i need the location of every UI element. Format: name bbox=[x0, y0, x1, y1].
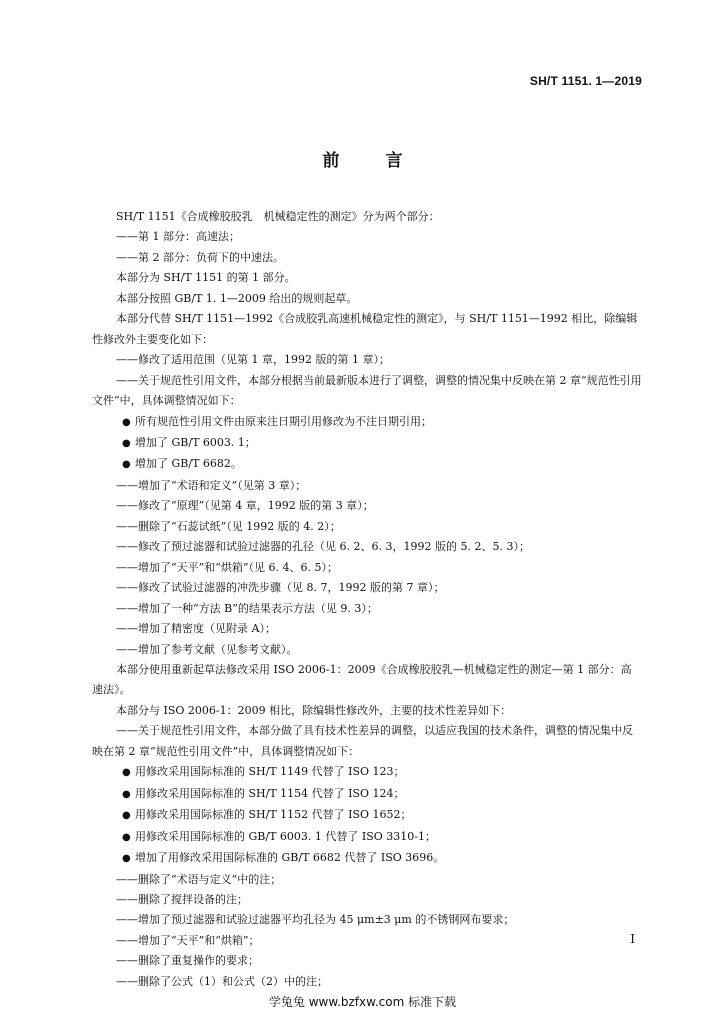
bullet-icon: ● bbox=[122, 810, 131, 822]
paragraph-line: ——增加了精密度（见附录 A）； bbox=[116, 622, 276, 636]
paragraph-line: ——关于规范性引用文件，本部分根据当前最新版本进行了调整，调整的情况集中反映在第 2 章“规范性引用文件”中，具体调整情况如下： bbox=[92, 373, 642, 408]
paragraph-line: ——删除了“术语与定义”中的注； bbox=[116, 872, 282, 886]
paragraph-line: ——第 2 部分：负荷下的中速法。 bbox=[116, 250, 284, 264]
bullet-item bbox=[92, 827, 642, 848]
paragraph-line: 本部分按照 GB/T 1. 1—2009 给出的规则起草。 bbox=[116, 291, 358, 305]
bullet-item bbox=[92, 784, 642, 805]
standard-code: SH/T 1151. 1—2019 bbox=[529, 74, 642, 88]
paragraph-line: ——增加了一种“方法 B”的结果表示方法（见 9. 3）； bbox=[116, 601, 378, 615]
page-title: 前 言 bbox=[322, 151, 423, 171]
bullet-item bbox=[92, 412, 642, 433]
paragraph-line: ——修改了试验过滤器的冲洗步骤（见 8. 7，1992 版的第 7 章）； bbox=[116, 581, 445, 595]
bullet-text: 用修改采用国际标准的 SH/T 1149 代替了 ISO 123； bbox=[135, 765, 405, 779]
bullet-item bbox=[92, 454, 642, 475]
paragraph-line: ——增加了“天平”和“烘箱”（见 6. 4、6. 5）； bbox=[116, 560, 338, 574]
bullet-icon: ● bbox=[122, 767, 131, 779]
paragraph-line: ——删除了“石蕊试纸”（见 1992 版的 4. 2）； bbox=[116, 519, 341, 533]
paragraph-line: ——关于规范性引用文件，本部分做了具有技术性差异的调整，以适应我国的技术条件，调整的情况集中反映在第 2 章“规范性引用文件”中，具体调整情况如下： bbox=[92, 724, 633, 758]
paragraph-line: 本部分使用重新起草法修改采用 ISO 2006-1：2009《合成橡胶胶乳—机械稳定性的测定—第 1 部分：高速法》。 bbox=[92, 662, 632, 697]
page-number: I bbox=[630, 932, 635, 946]
bullet-icon: ● bbox=[122, 831, 131, 843]
paragraph-line: ——增加了“术语和定义”（见第 3 章）； bbox=[116, 478, 307, 492]
paragraph-line: 本部分为 SH/T 1151 的第 1 部分。 bbox=[116, 271, 296, 285]
paragraph-line: ——删除了重复操作的要求； bbox=[116, 954, 259, 968]
paragraph-line: ——修改了适用范围（见第 1 章，1992 版的第 1 章）； bbox=[116, 353, 390, 367]
bullet-icon: ● bbox=[122, 788, 131, 800]
bullet-text: 增加了 GB/T 6682。 bbox=[135, 457, 242, 471]
paragraph-line: SH/T 1151《合成橡胶胶乳 机械稳定性的测定》分为两个部分： bbox=[116, 210, 440, 223]
bullet-text: 用修改采用国际标准的 SH/T 1152 代替了 ISO 1652； bbox=[135, 808, 412, 822]
paragraph-line: ——第 1 部分：高速法； bbox=[116, 230, 240, 244]
paragraph-line: 本部分代替 SH/T 1151—1992《合成胶乳高速机械稳定性的测定》，与 SH/T 1151—1992 相比，除编辑性修改外主要变化如下： bbox=[92, 312, 638, 346]
watermark-footer: 学兔兔 www.bzfxw.com 标准下载 bbox=[268, 995, 457, 1009]
paragraph-line: ——删除了公式（1）和公式（2）中的注； bbox=[116, 974, 328, 988]
paragraph-line: ——增加了预过滤器和试验过滤器平均孔径为 45 μm±3 μm 的不锈钢网布要求； bbox=[116, 913, 515, 927]
bullet-text: 增加了 GB/T 6003. 1； bbox=[135, 435, 256, 449]
bullet-icon: ● bbox=[122, 437, 131, 449]
document-body bbox=[92, 207, 642, 992]
paragraph-line: ——修改了预过滤器和试验过滤器的孔径（见 6. 2、6. 3，1992 版的 5. 2、5. 3）； bbox=[116, 540, 530, 554]
bullet-item bbox=[92, 433, 642, 454]
paragraph-line: ——修改了“原理”（见第 4 章，1992 版的第 3 章）； bbox=[116, 499, 374, 513]
paragraph-line: ——增加了参考文献（见参考文献）。 bbox=[116, 642, 298, 656]
bullet-text: 用修改采用国际标准的 SH/T 1154 代替了 ISO 124； bbox=[135, 786, 405, 800]
bullet-text: 所有规范性引用文件由原来注日期引用修改为不注日期引用； bbox=[135, 414, 432, 428]
bullet-item bbox=[92, 805, 642, 826]
bullet-item bbox=[92, 848, 642, 869]
bullet-item bbox=[92, 762, 642, 783]
paragraph-line: ——删除了搅拌设备的注； bbox=[116, 892, 248, 906]
bullet-icon: ● bbox=[122, 459, 131, 471]
bullet-icon: ● bbox=[122, 416, 131, 428]
bullet-text: 用修改采用国际标准的 GB/T 6003. 1 代替了 ISO 3310-1； bbox=[135, 829, 436, 843]
bullet-icon: ● bbox=[122, 853, 131, 865]
paragraph-line: 本部分与 ISO 2006-1：2009 相比，除编辑性修改外，主要的技术性差异如下： bbox=[116, 703, 512, 717]
paragraph-line: ——增加了“天平”和“烘箱”； bbox=[116, 933, 260, 947]
bullet-text: 增加了用修改采用国际标准的 GB/T 6682 代替了 ISO 3696。 bbox=[135, 851, 445, 865]
